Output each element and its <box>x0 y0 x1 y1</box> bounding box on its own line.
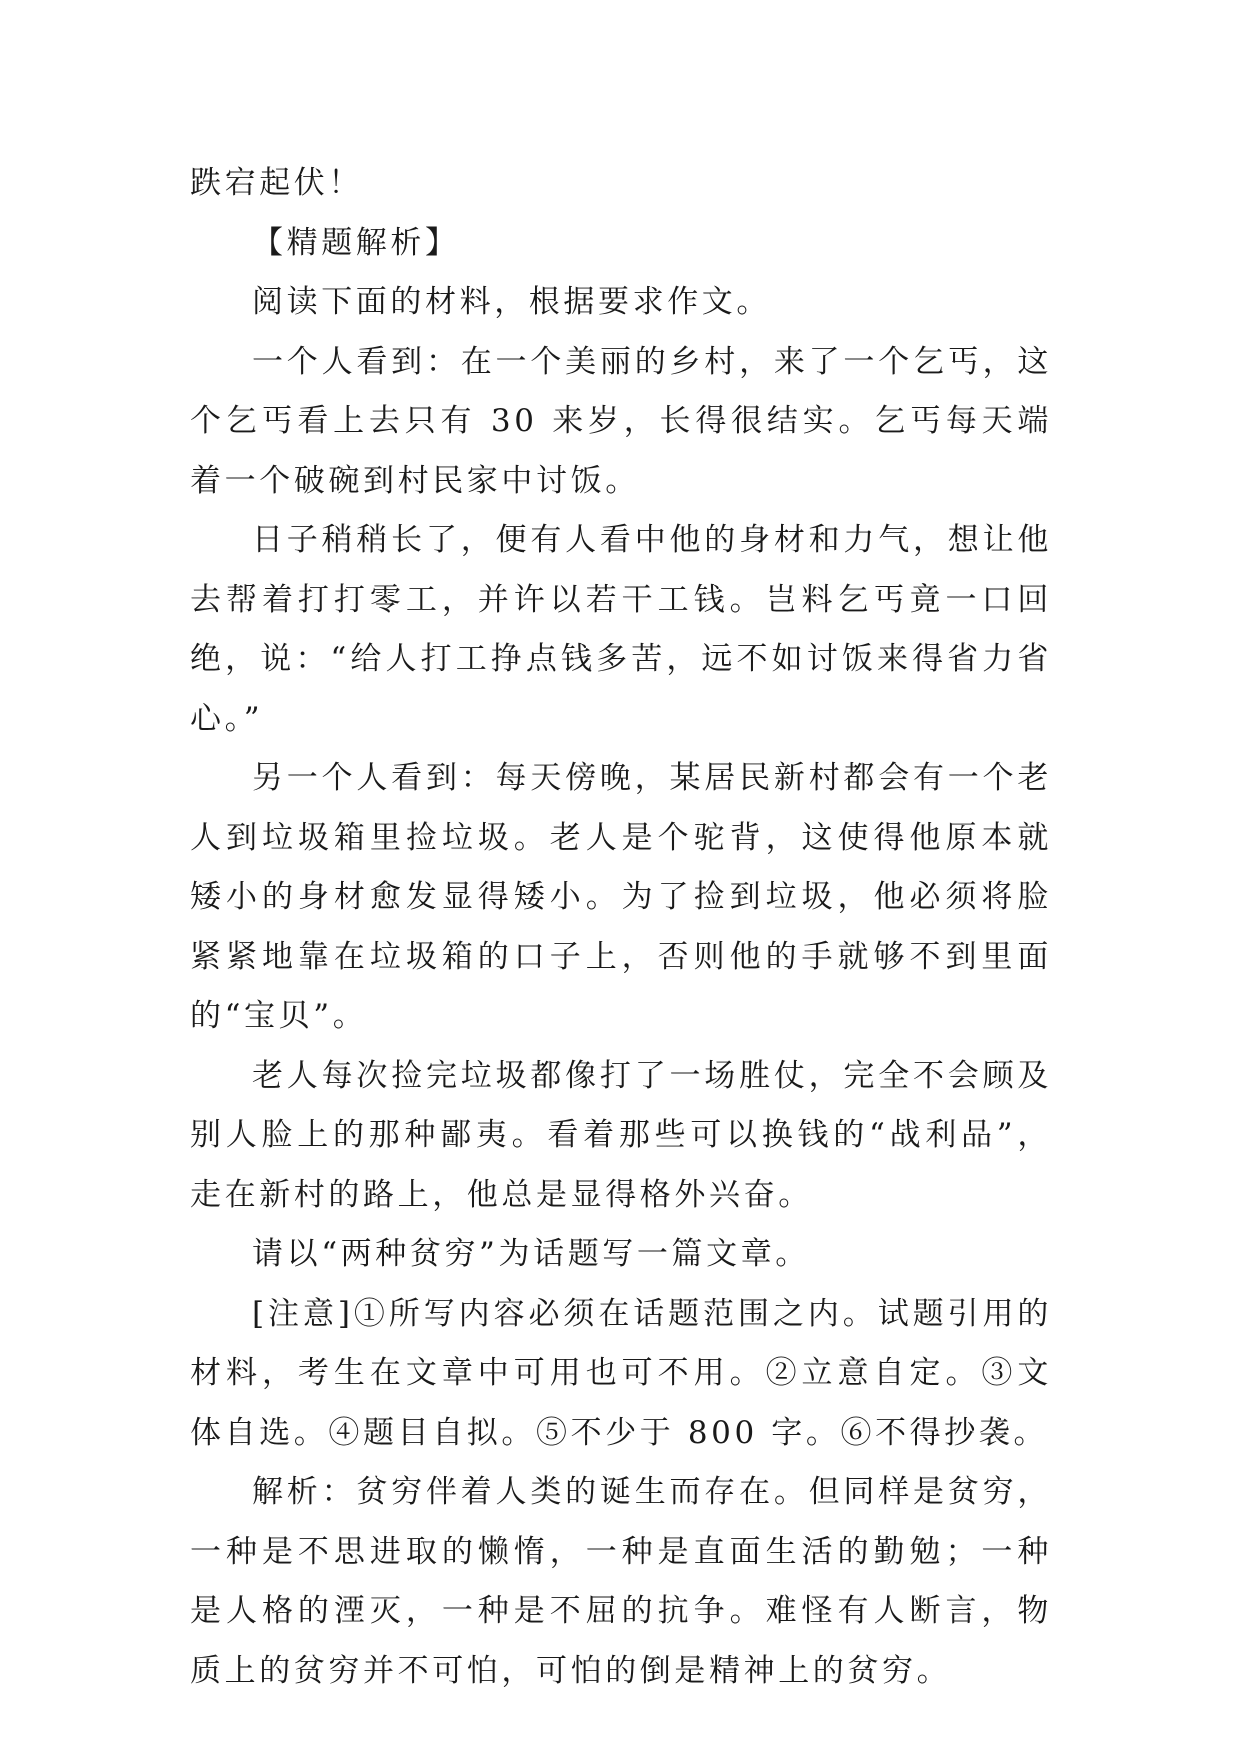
paragraph-old-man-intro: 另一个人看到：每天傍晚，某居民新村都会有一个老人到垃圾箱里捡垃圾。老人是个驼背，这使得他原本就矮小的身材愈发显得矮小。为了捡到垃圾，他必须将脸紧紧地靠在垃圾箱的口子上，否则他的手就够不到里面的“宝贝”。 <box>190 760 1052 1034</box>
paragraph-continuation: 跌宕起伏！ <box>190 165 363 201</box>
section-heading: 【精题解析】 <box>252 224 460 261</box>
paragraph-instruction: 阅读下面的材料，根据要求作文。 <box>252 284 771 320</box>
paragraph-old-man-spoils: 老人每次捡完垃圾都像打了一场胜仗，完全不会顾及别人脸上的那种鄙夷。看着那些可以换钱的“战利品”，走在新村的路上，他总是显得格外兴奋。 <box>190 1057 1052 1213</box>
paragraph-notes: [注意]①所写内容必须在话题范围之内。试题引用的材料，考生在文章中可用也可不用。②立意自定。③文体自选。④题目自拟。⑤不少于 800 字。⑥不得抄袭。 <box>190 1295 1052 1451</box>
paragraph-beggar-intro: 一个人看到：在一个美丽的乡村，来了一个乞丐，这个乞丐看上去只有 30 来岁，长得很结实。乞丐每天端着一个破碗到村民家中讨饭。 <box>190 343 1052 499</box>
paragraph-analysis: 解析：贫穷伴着人类的诞生而存在。但同样是贫穷，一种是不思进取的懒惰，一种是直面生活的勤勉；一种是人格的湮灭，一种是不屈的抗争。难怪有人断言，物质上的贫穷并不可怕，可怕的倒是精神上的贫穷。 <box>190 1474 1052 1689</box>
paragraph-beggar-refusal: 日子稍稍长了，便有人看中他的身材和力气，想让他去帮着打打零工，并许以若干工钱。岂料乞丐竟一口回绝，说：“给人打工挣点钱多苦，远不如讨饭来得省力省心。” <box>190 522 1052 737</box>
document-body <box>190 154 1052 1701</box>
paragraph-topic: 请以“两种贫穷”为话题写一篇文章。 <box>252 1236 810 1272</box>
